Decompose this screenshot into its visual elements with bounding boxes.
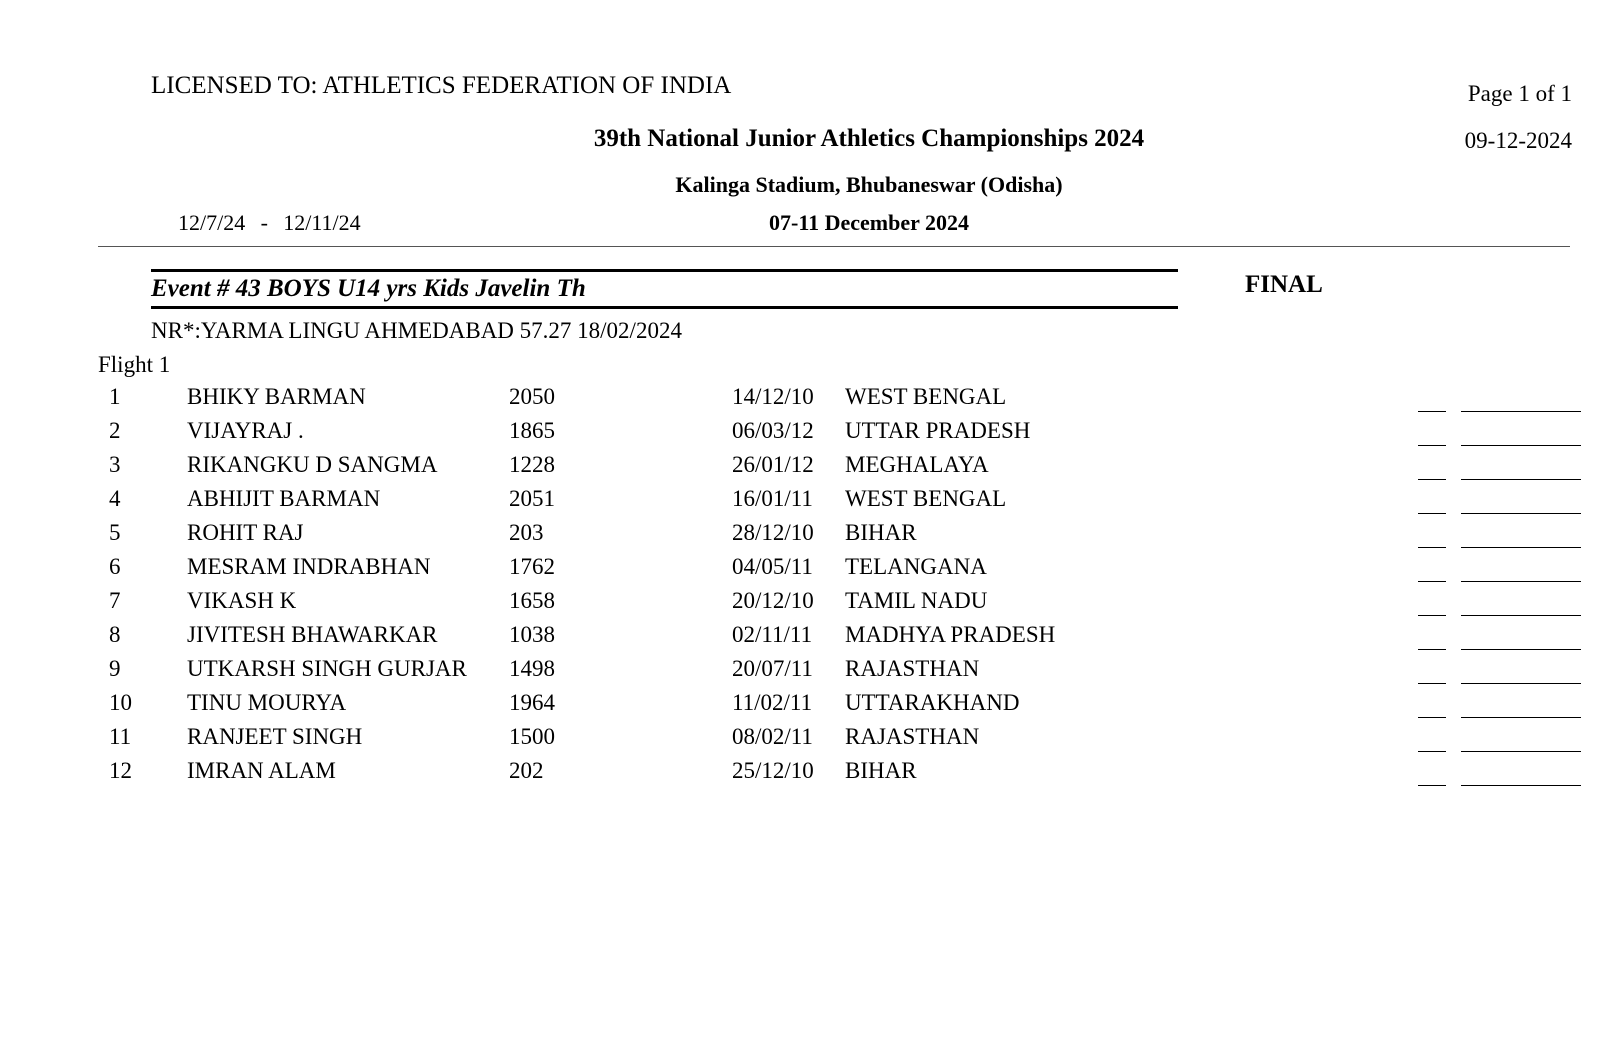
result-blank-short	[1418, 717, 1446, 718]
athlete-bib: 1658	[509, 588, 555, 613]
athlete-name: ROHIT RAJ	[187, 520, 304, 545]
athlete-team: MEGHALAYA	[845, 452, 989, 477]
table-row	[0, 724, 1624, 758]
flight-label: Flight 1	[98, 352, 171, 377]
athlete-lane: 6	[109, 554, 121, 579]
athlete-lane: 12	[109, 758, 132, 783]
athlete-team: WEST BENGAL	[845, 384, 1007, 409]
athlete-lane: 9	[109, 656, 121, 681]
table-row	[0, 588, 1624, 622]
event-rule-top	[151, 269, 1178, 272]
athlete-name: ABHIJIT BARMAN	[187, 486, 381, 511]
athlete-team: MADHYA PRADESH	[845, 622, 1056, 647]
athlete-list	[0, 384, 1624, 792]
result-blank-long	[1461, 547, 1581, 548]
meet-dates: 07-11 December 2024	[769, 210, 969, 235]
result-blank-long	[1461, 717, 1581, 718]
athlete-bib: 1762	[509, 554, 555, 579]
table-row	[0, 384, 1624, 418]
athlete-lane: 1	[109, 384, 121, 409]
athlete-team: UTTARAKHAND	[845, 690, 1020, 715]
result-blank-long	[1461, 683, 1581, 684]
athlete-bib: 1498	[509, 656, 555, 681]
licensed-to: LICENSED TO: ATHLETICS FEDERATION OF INDIA	[151, 72, 732, 99]
athlete-bib: 1500	[509, 724, 555, 749]
print-date: 09-12-2024	[1464, 128, 1572, 153]
table-row	[0, 418, 1624, 452]
athlete-dob: 08/02/11	[732, 724, 813, 749]
athlete-dob: 20/07/11	[732, 656, 813, 681]
athlete-lane: 11	[109, 724, 132, 749]
athlete-dob: 02/11/11	[732, 622, 813, 647]
result-blank-long	[1461, 649, 1581, 650]
athlete-bib: 2051	[509, 486, 555, 511]
table-row	[0, 520, 1624, 554]
table-row	[0, 554, 1624, 588]
athlete-name: BHIKY BARMAN	[187, 384, 366, 409]
athlete-dob: 16/01/11	[732, 486, 813, 511]
athlete-name: UTKARSH SINGH GURJAR	[187, 656, 467, 681]
athlete-bib: 202	[509, 758, 544, 783]
table-row	[0, 622, 1624, 656]
round-label: FINAL	[1245, 271, 1323, 298]
athlete-bib: 1964	[509, 690, 555, 715]
athlete-team: WEST BENGAL	[845, 486, 1007, 511]
athlete-lane: 10	[109, 690, 132, 715]
result-blank-long	[1461, 751, 1581, 752]
page-number: Page 1 of 1	[1467, 81, 1572, 106]
athlete-dob: 04/05/11	[732, 554, 813, 579]
result-blank-short	[1418, 615, 1446, 616]
meet-title: 39th National Junior Athletics Championships 2024	[593, 125, 1145, 152]
athlete-lane: 3	[109, 452, 121, 477]
athlete-team: TELANGANA	[845, 554, 987, 579]
athlete-dob: 20/12/10	[732, 588, 814, 613]
athlete-name: RANJEET SINGH	[187, 724, 363, 749]
athlete-dob: 28/12/10	[732, 520, 814, 545]
athlete-team: BIHAR	[845, 520, 917, 545]
athlete-team: TAMIL NADU	[845, 588, 988, 613]
athlete-lane: 4	[109, 486, 121, 511]
athlete-team: RAJASTHAN	[845, 724, 980, 749]
table-row	[0, 656, 1624, 690]
athlete-team: UTTAR PRADESH	[845, 418, 1031, 443]
athlete-dob: 14/12/10	[732, 384, 814, 409]
athlete-lane: 7	[109, 588, 121, 613]
athlete-dob: 26/01/12	[732, 452, 814, 477]
athlete-bib: 2050	[509, 384, 555, 409]
result-blank-short	[1418, 581, 1446, 582]
result-blank-short	[1418, 479, 1446, 480]
date-to: 12/11/24	[283, 210, 361, 235]
athlete-bib: 1038	[509, 622, 555, 647]
athlete-dob: 11/02/11	[732, 690, 813, 715]
national-record: NR*:YARMA LINGU AHMEDABAD 57.27 18/02/2024	[151, 318, 682, 343]
result-blank-long	[1461, 411, 1581, 412]
result-blank-short	[1418, 751, 1446, 752]
result-blank-short	[1418, 649, 1446, 650]
table-row	[0, 486, 1624, 520]
athlete-lane: 8	[109, 622, 121, 647]
athlete-lane: 5	[109, 520, 121, 545]
athlete-name: RIKANGKU D SANGMA	[187, 452, 438, 477]
result-blank-short	[1418, 445, 1446, 446]
table-row	[0, 758, 1624, 792]
athlete-name: JIVITESH BHAWARKAR	[187, 622, 438, 647]
result-blank-long	[1461, 445, 1581, 446]
result-blank-long	[1461, 785, 1581, 786]
athlete-name: VIJAYRAJ .	[187, 418, 304, 443]
athlete-bib: 1228	[509, 452, 555, 477]
result-blank-short	[1418, 547, 1446, 548]
event-rule-bottom	[151, 306, 1178, 309]
date-from: 12/7/24	[178, 210, 246, 235]
table-row	[0, 452, 1624, 486]
athlete-team: BIHAR	[845, 758, 917, 783]
date-separator: -	[260, 210, 268, 235]
athlete-name: IMRAN ALAM	[187, 758, 336, 783]
result-blank-long	[1461, 513, 1581, 514]
result-blank-short	[1418, 683, 1446, 684]
athlete-bib: 1865	[509, 418, 555, 443]
event-title: Event # 43 BOYS U14 yrs Kids Javelin Th	[151, 275, 586, 302]
result-blank-long	[1461, 581, 1581, 582]
result-blank-short	[1418, 513, 1446, 514]
result-blank-long	[1461, 615, 1581, 616]
athlete-bib: 203	[509, 520, 544, 545]
athlete-name: TINU MOURYA	[187, 690, 347, 715]
result-blank-short	[1418, 411, 1446, 412]
athlete-lane: 2	[109, 418, 121, 443]
athlete-dob: 06/03/12	[732, 418, 814, 443]
table-row	[0, 690, 1624, 724]
athlete-name: VIKASH K	[187, 588, 297, 613]
page-divider	[98, 246, 1570, 247]
venue: Kalinga Stadium, Bhubaneswar (Odisha)	[675, 172, 1063, 197]
athlete-dob: 25/12/10	[732, 758, 814, 783]
athlete-team: RAJASTHAN	[845, 656, 980, 681]
result-blank-short	[1418, 785, 1446, 786]
result-blank-long	[1461, 479, 1581, 480]
athlete-name: MESRAM INDRABHAN	[187, 554, 431, 579]
